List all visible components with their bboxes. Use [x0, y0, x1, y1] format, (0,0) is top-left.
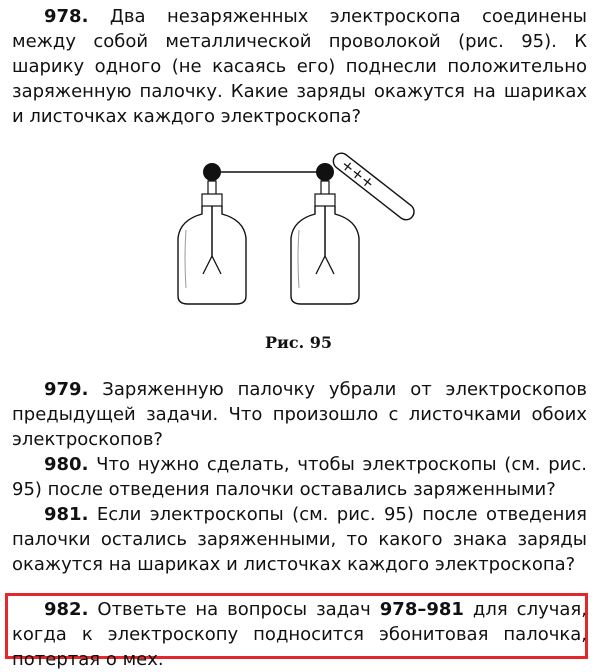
- rod-charge-signs: +++: [337, 155, 379, 193]
- left-stopper: [202, 194, 222, 206]
- left-electroscope: [178, 163, 246, 304]
- right-stopper: [315, 194, 335, 206]
- left-leaves: [203, 256, 221, 274]
- problem-text: Если электроскопы (см. рис. 95) после отведения палочки остались заряженными, то какого знака заряды окажутся на шариках и листочках каждого электроскопа?: [12, 504, 587, 575]
- problem-number: 982.: [44, 599, 89, 620]
- problem-number: 981.: [44, 504, 89, 525]
- problem-978: [12, 4, 587, 129]
- problem-text: Что нужно сделать, чтобы электроскопы (см. рис. 95) после отведения палочки оставались заряженными?: [12, 454, 587, 500]
- problem-text-before: Ответьте на вопросы задач: [97, 599, 371, 620]
- charged-rod: [330, 149, 418, 224]
- left-ball: [203, 163, 221, 181]
- problem-980: [12, 452, 587, 502]
- right-electroscope: [291, 163, 359, 304]
- problem-number: 979.: [44, 379, 89, 400]
- problem-number: 978.: [44, 6, 89, 27]
- problem-number: 980.: [44, 454, 89, 475]
- problem-979: [12, 377, 587, 452]
- right-ball: [316, 163, 334, 181]
- problem-text-after: для случая, когда к электроскопу подносится эбонитовая палочка, потертая о мех.: [12, 599, 587, 670]
- problem-text: Заряженную палочку убрали от электроскопов предыдущей задачи. Что произошло с листочками обоих электроскопов?: [12, 379, 587, 450]
- figure-caption: Рис. 95: [264, 333, 333, 352]
- electroscopes-figure: [160, 138, 440, 308]
- right-leaves: [316, 256, 334, 274]
- problem-text: Два незаряженных электроскопа соединены между собой металлической проволокой (рис. 95). К шарику одного (не касаясь его) поднесли положительно заряженную палочку. Какие заряды окажутся на шариках и листочках каждого электроскопа?: [12, 6, 587, 127]
- problem-981: [12, 502, 587, 577]
- problem-range: 978–981: [379, 599, 464, 620]
- problem-982: [12, 597, 587, 672]
